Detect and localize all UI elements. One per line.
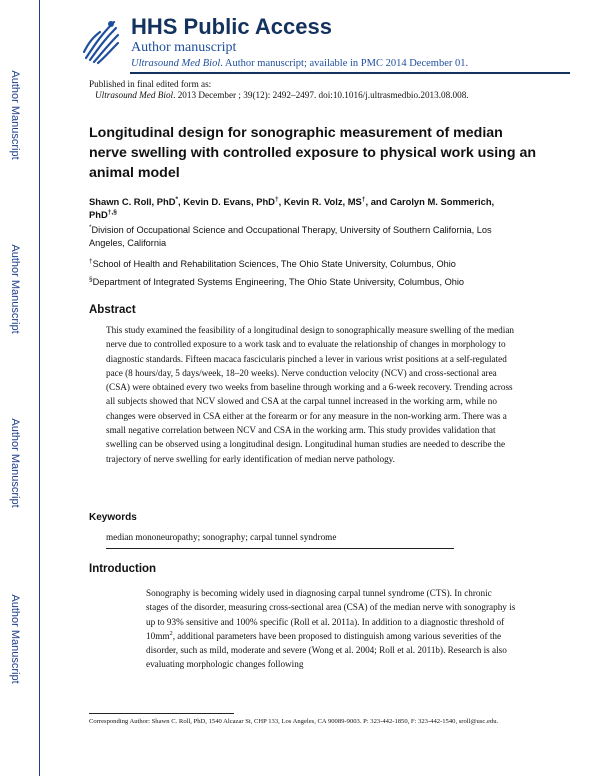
citation-details: . 2013 December ; 39(12): 2492–2497. doi:10.1016/j.ultrasmedbio.2013.08.008. [173,90,469,100]
citation [95,90,469,100]
author-name: Shawn C. Roll, PhD [89,196,176,207]
affiliation-text: School of Health and Rehabilitation Sciences, The Ohio State University, Columbus, Ohio [92,259,456,269]
author-name: Kevin D. Evans, PhD [183,196,275,207]
affiliation [89,258,519,271]
citation-journal: Ultrasound Med Biol [95,90,174,100]
journal-availability: . Author manuscript; available in PMC 2014 December 01. [220,58,469,69]
author-mark: †,§ [107,208,117,216]
affiliation-text: Department of Integrated Systems Engineering, The Ohio State University, Columbus, Ohio [92,277,465,287]
abstract-heading: Abstract [89,304,136,316]
sidebar-label-3: Author Manuscript [9,418,21,508]
affiliation-mark: † [89,257,93,265]
journal-abbrev: Ultrasound Med Biol [131,58,221,69]
introduction-heading: Introduction [89,563,157,575]
author-manuscript-subtitle: Author manuscript [131,40,237,55]
affiliation-text: Division of Occupational Science and Occupational Therapy, University of Southern California, Los Angeles, California [89,225,492,248]
author-name: Carolyn M. Sommerich, PhD [89,196,495,220]
paper-title: Longitudinal design for sonographic measurement of median nerve swelling with controlled exposure to physical work using an animal model [89,125,537,181]
author-mark: * [175,195,179,203]
sidebar-divider [39,0,40,776]
hhs-public-access-title: HHS Public Access [131,14,332,39]
sidebar-label-1: Author Manuscript [9,70,21,160]
author-name: Kevin R. Volz, MS [283,196,362,207]
author-list: Shawn C. Roll, PhD*, Kevin D. Evans, PhD†, Kevin R. Volz, MS†, and Carolyn M. Sommerich, PhD†,§ [89,195,495,220]
affiliation-mark: * [89,223,92,231]
hhs-eagle-logo-icon [78,14,122,66]
abstract-text: This study examined the feasibility of a longitudinal design to sonographically measure swelling of the median nerve due to controlled exposure to a work task and to evaluate the relationship of changes in morphology to diagnostic standards. Fifteen macaca fascicularis pinched a lever in various wrist positions at a self-regulated pace (8 hours/day, 5 days/week, 18–20 weeks). Nerve conduction velocity (NCV) and cross-sectional area (CSA) were obtained every two weeks from baseline through working and a 6-week recovery. Trending across all subjects showed that NCV slowed and CSA at the carpal tunnel increased in the working arm, while no changes were observed in CSA either at the forearm or for any measure in the non-working arm. There was a small negative correlation between NCV and CSA in the working arm. This study provides validation that swelling can be observed using a longitudinal design. Longitudinal human studies are needed to describe the trajectory of nerve swelling for early identification of median nerve pathology. [106,325,514,464]
corresponding-author-footnote: Corresponding Author: Shawn C. Roll, PhD, 1540 Alcazar St, CHP 133, Los Angeles, CA 90089-9003. P: 323-442-1850, F: 323-442-1540, sroll@usc.edu. [89,718,499,725]
keywords-heading: Keywords [89,512,137,523]
sidebar-label-2: Author Manuscript [9,244,21,334]
journal-availability-line [131,58,468,69]
introduction-text: Sonography is becoming widely used in diagnosing carpal tunnel syndrome (CTS). In chronic stages of the disorder, measuring cross-sectional area (CSA) of the median nerve with sonography is up to 93% sensitive and 100% specific (Roll et al. 2011a). In addition to a diagnostic threshold of $10mm^2$, additional parameters have been proposed to distinguish among various severities of the disorder, such as mild, moderate and severe (Wong et al. 2004; Roll et al. 2011b). Research is also evaluating morphologic changes following [146,588,516,670]
keywords-text: median mononeuropathy; sonography; carpal tunnel syndrome [106,532,337,542]
keywords-divider [106,548,454,549]
author-mark: † [361,195,366,203]
affiliation [89,224,519,250]
published-label: Published in final edited form as: [89,79,212,89]
author-mark: † [274,195,279,203]
affiliation [89,276,519,289]
sidebar-label-4: Author Manuscript [9,594,21,684]
header-divider [130,72,570,74]
footnote-divider [89,713,234,714]
affiliation-mark: § [89,275,93,283]
